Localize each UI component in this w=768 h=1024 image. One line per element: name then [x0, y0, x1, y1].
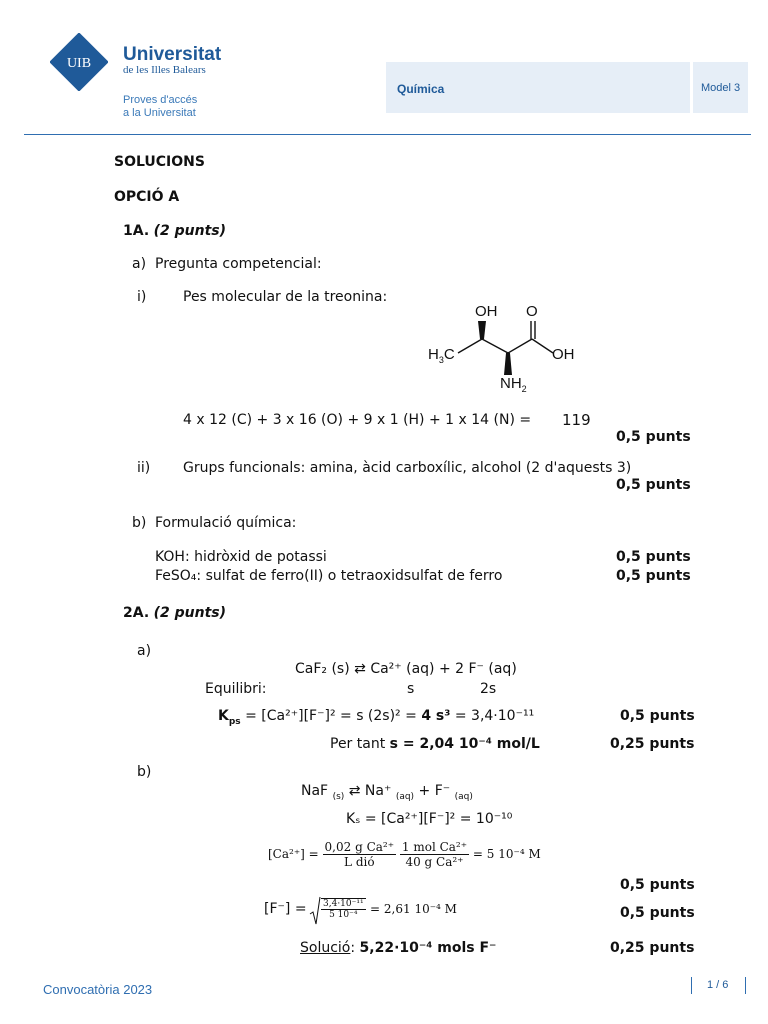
eq-s: s [407, 681, 415, 697]
points-ca: 0,5 punts [620, 877, 695, 893]
solucions-heading: SOLUCIONS [114, 154, 205, 170]
footer-convocatoria: Convocatòria 2023 [43, 982, 153, 997]
mol-oh-top: OH [475, 303, 498, 320]
subject-title: Química [397, 82, 445, 96]
q2-number: 2A. [123, 605, 150, 621]
q1-heading [123, 223, 226, 239]
mol-nh2 [500, 375, 527, 394]
naf-equation [301, 783, 473, 802]
proves-label [123, 94, 197, 120]
f-lhs: [F⁻] = [264, 901, 307, 917]
q2-points: (2 punts) [153, 605, 227, 621]
footer-page-number: 1 / 6 [707, 979, 729, 991]
mol-nh: NH [500, 375, 522, 392]
proves-line1: Proves d'accés [123, 94, 198, 106]
points-koh: 0,5 punts [616, 549, 691, 565]
eq-2s: 2s [480, 681, 497, 697]
solucio-value: 5,22·10⁻⁴ mols F⁻ [359, 940, 497, 956]
footer-divider-left [691, 977, 692, 994]
q1ii-label: ii) [137, 460, 151, 476]
threonine-structure [420, 303, 590, 398]
university-name: Universitat [123, 44, 222, 65]
kps-expr: = [Ca²⁺][F⁻]² = s (2s)² = [240, 708, 422, 724]
koh-line: KOH: hidròxid de potassi [155, 549, 327, 565]
kps-k: K [218, 708, 229, 724]
equilibri-label: Equilibri: [205, 681, 267, 697]
points-q1ii: 0,5 punts [616, 477, 691, 493]
kps-value: = 3,4·10⁻¹¹ [450, 708, 535, 724]
university-subtitle: de les Illes Balears [123, 64, 206, 76]
header-rule [24, 134, 751, 135]
ca-den1: L dió [344, 855, 375, 869]
f-fraction [321, 898, 366, 920]
logo-text: UIB [66, 56, 92, 71]
molecular-weight-calc: 4 x 12 (C) + 3 x 16 (O) + 9 x 1 (H) + 1 x 14 (N) = [183, 412, 532, 428]
points-f: 0,5 punts [620, 905, 695, 921]
f-concentration-equation [264, 898, 457, 920]
points-kps: 0,5 punts [620, 708, 695, 724]
mol-h3c-h: H [428, 346, 439, 363]
per-tant-line [330, 736, 540, 752]
uib-logo [50, 33, 108, 95]
q1-points: (2 punts) [153, 223, 227, 239]
q1-number: 1A. [123, 223, 150, 239]
footer-divider-right [745, 977, 746, 994]
solucio-colon: : [350, 940, 360, 956]
solucio-label: Solució [300, 940, 351, 956]
naf-aq1: (aq) [395, 791, 415, 802]
q1i-label: i) [137, 289, 147, 305]
naf-state: (s) [332, 791, 345, 802]
q2b-label: b) [137, 764, 152, 780]
caf2-equation: CaF₂ (s) ⇄ Ca²⁺ (aq) + 2 F⁻ (aq) [295, 661, 517, 677]
ks-equation: Kₛ = [Ca²⁺][F⁻]² = 10⁻¹⁰ [346, 811, 513, 827]
molecular-weight-result: 119 [562, 411, 591, 429]
solucio-line [300, 940, 496, 956]
q1a-label: a) [132, 256, 147, 272]
uib-diamond-icon [50, 33, 108, 91]
naf-aq2: (aq) [454, 791, 473, 802]
mol-o: O [526, 303, 538, 320]
per-tant-value: s = 2,04 10⁻⁴ mol/L [389, 736, 540, 752]
naf-fluoride: + F⁻ [414, 783, 451, 799]
mol-nh-sub: 2 [521, 384, 527, 394]
ca-den2: 40 g Ca²⁺ [405, 855, 464, 869]
points-q1i: 0,5 punts [616, 429, 691, 445]
f-den: 5 10⁻⁴ [329, 910, 358, 920]
f-rhs: = 2,61 10⁻⁴ M [370, 902, 457, 916]
per-tant-text: Per tant [330, 736, 390, 752]
ca-fraction-2 [400, 840, 469, 869]
proves-line2: a la Universitat [123, 107, 196, 119]
q1ii-text: Grups funcionals: amina, àcid carboxílic, alcohol (2 d'aquests 3) [183, 460, 632, 476]
q1a-text: Pregunta competencial: [155, 256, 322, 272]
q2-heading [123, 605, 226, 621]
ca-num2: 1 mol Ca²⁺ [401, 840, 468, 854]
model-label: Model 3 [701, 82, 741, 94]
naf-arrow: ⇄ Na⁺ [344, 783, 392, 799]
sqrt-expression [311, 898, 366, 920]
naf-formula: NaF [301, 783, 329, 799]
points-feso4: 0,5 punts [616, 568, 691, 584]
opcio-heading: OPCIÓ A [114, 189, 180, 205]
sqrt-icon [309, 896, 321, 926]
kps-sub: ps [228, 716, 241, 727]
q1b-text: Formulació química: [155, 515, 297, 531]
feso4-line: FeSO₄: sulfat de ferro(II) o tetraoxidsulfat de ferro [155, 568, 503, 584]
f-num: 3,4·10⁻¹¹ [323, 899, 364, 909]
q2a-label: a) [137, 643, 152, 659]
points-solucio: 0,25 punts [610, 940, 695, 956]
ca-rhs: = 5 10⁻⁴ M [472, 847, 541, 861]
ca-concentration-equation [268, 840, 541, 869]
mol-h3c-sub: 3 [438, 355, 444, 365]
kps-expression [218, 708, 534, 727]
mol-h3c [428, 346, 455, 365]
ca-fraction-1 [323, 840, 397, 869]
ca-lhs: [Ca²⁺] = [268, 847, 319, 861]
points-per-tant: 0,25 punts [610, 736, 695, 752]
q1b-label: b) [132, 515, 147, 531]
mol-h3c-c: C [443, 346, 455, 363]
q1i-text: Pes molecular de la treonina: [183, 289, 388, 305]
mol-oh-right: OH [552, 346, 575, 363]
kps-bold: 4 s³ [421, 708, 451, 724]
ca-num1: 0,02 g Ca²⁺ [324, 840, 395, 854]
